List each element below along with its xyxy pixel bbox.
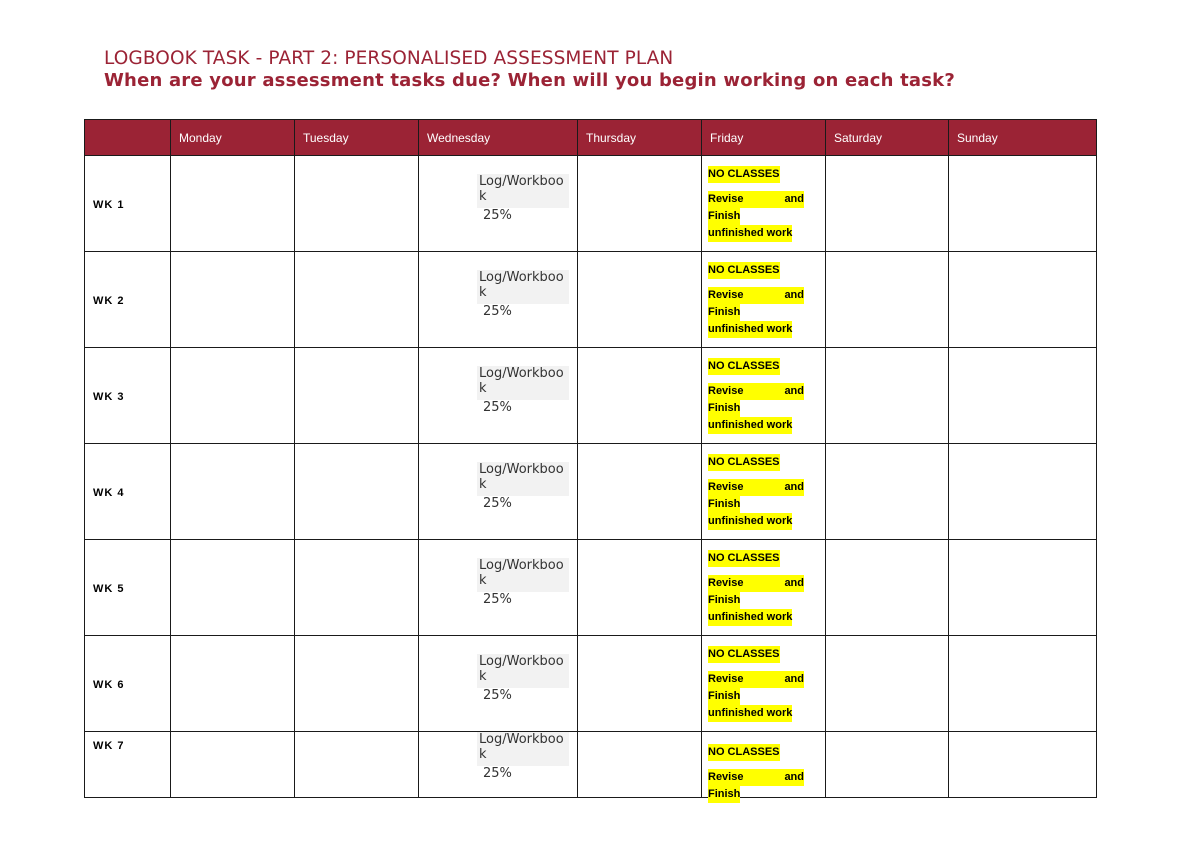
monday-cell[interactable] [171,732,295,798]
week-row [85,636,1097,732]
task-weight: 25% [477,766,569,781]
week-label-cell [85,156,171,252]
week-label: WK 7 [93,740,125,752]
task-box [477,732,569,781]
header-saturday: Saturday [826,120,949,156]
monday-cell[interactable] [171,252,295,348]
friday-cell[interactable] [702,252,826,348]
wednesday-cell[interactable] [419,156,578,252]
assessment-plan-table [84,119,1097,798]
task-weight: 25% [477,592,569,607]
friday-note [708,358,804,434]
week-label: WK 1 [93,199,125,211]
sunday-cell[interactable] [949,348,1097,444]
finish-word: Finish [708,304,740,321]
friday-note [708,262,804,338]
sunday-cell[interactable] [949,156,1097,252]
week-row [85,348,1097,444]
task-box [477,462,569,511]
monday-cell[interactable] [171,540,295,636]
finish-word: Finish [708,786,740,803]
revise-word: Revise [708,771,744,783]
no-classes-label: NO CLASSES [708,454,780,471]
task-weight: 25% [477,208,569,223]
task-box [477,366,569,415]
revise-line [708,671,804,688]
finish-word: Finish [708,400,740,417]
week-label: WK 2 [93,295,125,307]
saturday-cell[interactable] [826,156,949,252]
no-classes-label: NO CLASSES [708,744,780,761]
task-box [477,270,569,319]
friday-note [708,646,804,722]
finish-word: Finish [708,496,740,513]
no-classes-label: NO CLASSES [708,262,780,279]
revise-word: Revise [708,481,744,493]
unfinished-work-text: unfinished work [708,321,792,338]
week-label-cell [85,636,171,732]
week-label-cell [85,252,171,348]
monday-cell[interactable] [171,444,295,540]
wednesday-cell[interactable] [419,636,578,732]
friday-note [708,454,804,530]
tuesday-cell[interactable] [295,540,419,636]
thursday-cell[interactable] [578,540,702,636]
friday-cell[interactable] [702,540,826,636]
tuesday-cell[interactable] [295,252,419,348]
page-title: LOGBOOK TASK - PART 2: PERSONALISED ASSESSMENT PLAN [104,48,674,69]
revise-word: Revise [708,577,744,589]
week-row [85,156,1097,252]
header-wednesday: Wednesday [419,120,578,156]
week-label: WK 5 [93,583,125,595]
task-name: Log/Workbook [479,462,564,492]
header-friday: Friday [702,120,826,156]
revise-line [708,287,804,304]
wednesday-cell[interactable] [419,732,578,798]
revise-word: Revise [708,289,744,301]
friday-cell[interactable] [702,348,826,444]
revise-line [708,479,804,496]
task-box [477,558,569,607]
week-row [85,540,1097,636]
week-row [85,444,1097,540]
thursday-cell[interactable] [578,444,702,540]
and-word: and [784,289,804,301]
monday-cell[interactable] [171,156,295,252]
no-classes-label: NO CLASSES [708,550,780,567]
thursday-cell[interactable] [578,252,702,348]
header-monday: Monday [171,120,295,156]
week-label: WK 3 [93,391,125,403]
wednesday-cell[interactable] [419,444,578,540]
friday-cell[interactable] [702,156,826,252]
finish-word: Finish [708,688,740,705]
header-row [85,120,1097,156]
no-classes-label: NO CLASSES [708,166,780,183]
saturday-cell[interactable] [826,252,949,348]
week-row [85,732,1097,798]
task-name: Log/Workbook [479,732,564,762]
header-tuesday: Tuesday [295,120,419,156]
header-sunday: Sunday [949,120,1097,156]
task-weight: 25% [477,688,569,703]
wednesday-cell[interactable] [419,252,578,348]
header-corner [85,120,171,156]
no-classes-label: NO CLASSES [708,358,780,375]
sunday-cell[interactable] [949,732,1097,798]
week-label-cell [85,348,171,444]
revise-word: Revise [708,673,744,685]
task-name: Log/Workbook [479,558,564,588]
revise-line [708,191,804,208]
friday-note [708,744,804,803]
revise-line [708,769,804,786]
thursday-cell[interactable] [578,348,702,444]
and-word: and [784,481,804,493]
wednesday-cell[interactable] [419,540,578,636]
friday-cell[interactable] [702,732,826,798]
revise-line [708,383,804,400]
finish-word: Finish [708,208,740,225]
task-box [477,654,569,703]
friday-cell[interactable] [702,636,826,732]
sunday-cell[interactable] [949,540,1097,636]
task-name: Log/Workbook [479,654,564,684]
friday-note [708,166,804,242]
sunday-cell[interactable] [949,252,1097,348]
revise-word: Revise [708,193,744,205]
task-name: Log/Workbook [479,366,564,396]
task-name: Log/Workbook [479,174,564,204]
task-weight: 25% [477,496,569,511]
no-classes-label: NO CLASSES [708,646,780,663]
task-name: Log/Workbook [479,270,564,300]
unfinished-work-text: unfinished work [708,513,792,530]
week-row [85,252,1097,348]
task-box [477,174,569,223]
sunday-cell[interactable] [949,444,1097,540]
header-thursday: Thursday [578,120,702,156]
tuesday-cell[interactable] [295,732,419,798]
and-word: and [784,673,804,685]
saturday-cell[interactable] [826,444,949,540]
friday-cell[interactable] [702,444,826,540]
monday-cell[interactable] [171,636,295,732]
title-block [104,48,955,92]
unfinished-work-text: unfinished work [708,417,792,434]
saturday-cell[interactable] [826,636,949,732]
thursday-cell[interactable] [578,636,702,732]
task-weight: 25% [477,400,569,415]
saturday-cell[interactable] [826,732,949,798]
revise-line [708,575,804,592]
week-label-cell [85,732,171,798]
page-subtitle: When are your assessment tasks due? When will you begin working on each task? [104,70,955,91]
monday-cell[interactable] [171,348,295,444]
unfinished-work-text: unfinished work [708,225,792,242]
tuesday-cell[interactable] [295,348,419,444]
task-weight: 25% [477,304,569,319]
week-label: WK 6 [93,679,125,691]
finish-word: Finish [708,592,740,609]
thursday-cell[interactable] [578,732,702,798]
thursday-cell[interactable] [578,156,702,252]
and-word: and [784,577,804,589]
week-label-cell [85,540,171,636]
and-word: and [784,193,804,205]
and-word: and [784,385,804,397]
wednesday-cell[interactable] [419,348,578,444]
week-label: WK 4 [93,487,125,499]
unfinished-work-text: unfinished work [708,705,792,722]
tuesday-cell[interactable] [295,636,419,732]
sunday-cell[interactable] [949,636,1097,732]
saturday-cell[interactable] [826,348,949,444]
tuesday-cell[interactable] [295,444,419,540]
saturday-cell[interactable] [826,540,949,636]
revise-word: Revise [708,385,744,397]
tuesday-cell[interactable] [295,156,419,252]
friday-note [708,550,804,626]
week-label-cell [85,444,171,540]
unfinished-work-text: unfinished work [708,609,792,626]
and-word: and [784,771,804,783]
